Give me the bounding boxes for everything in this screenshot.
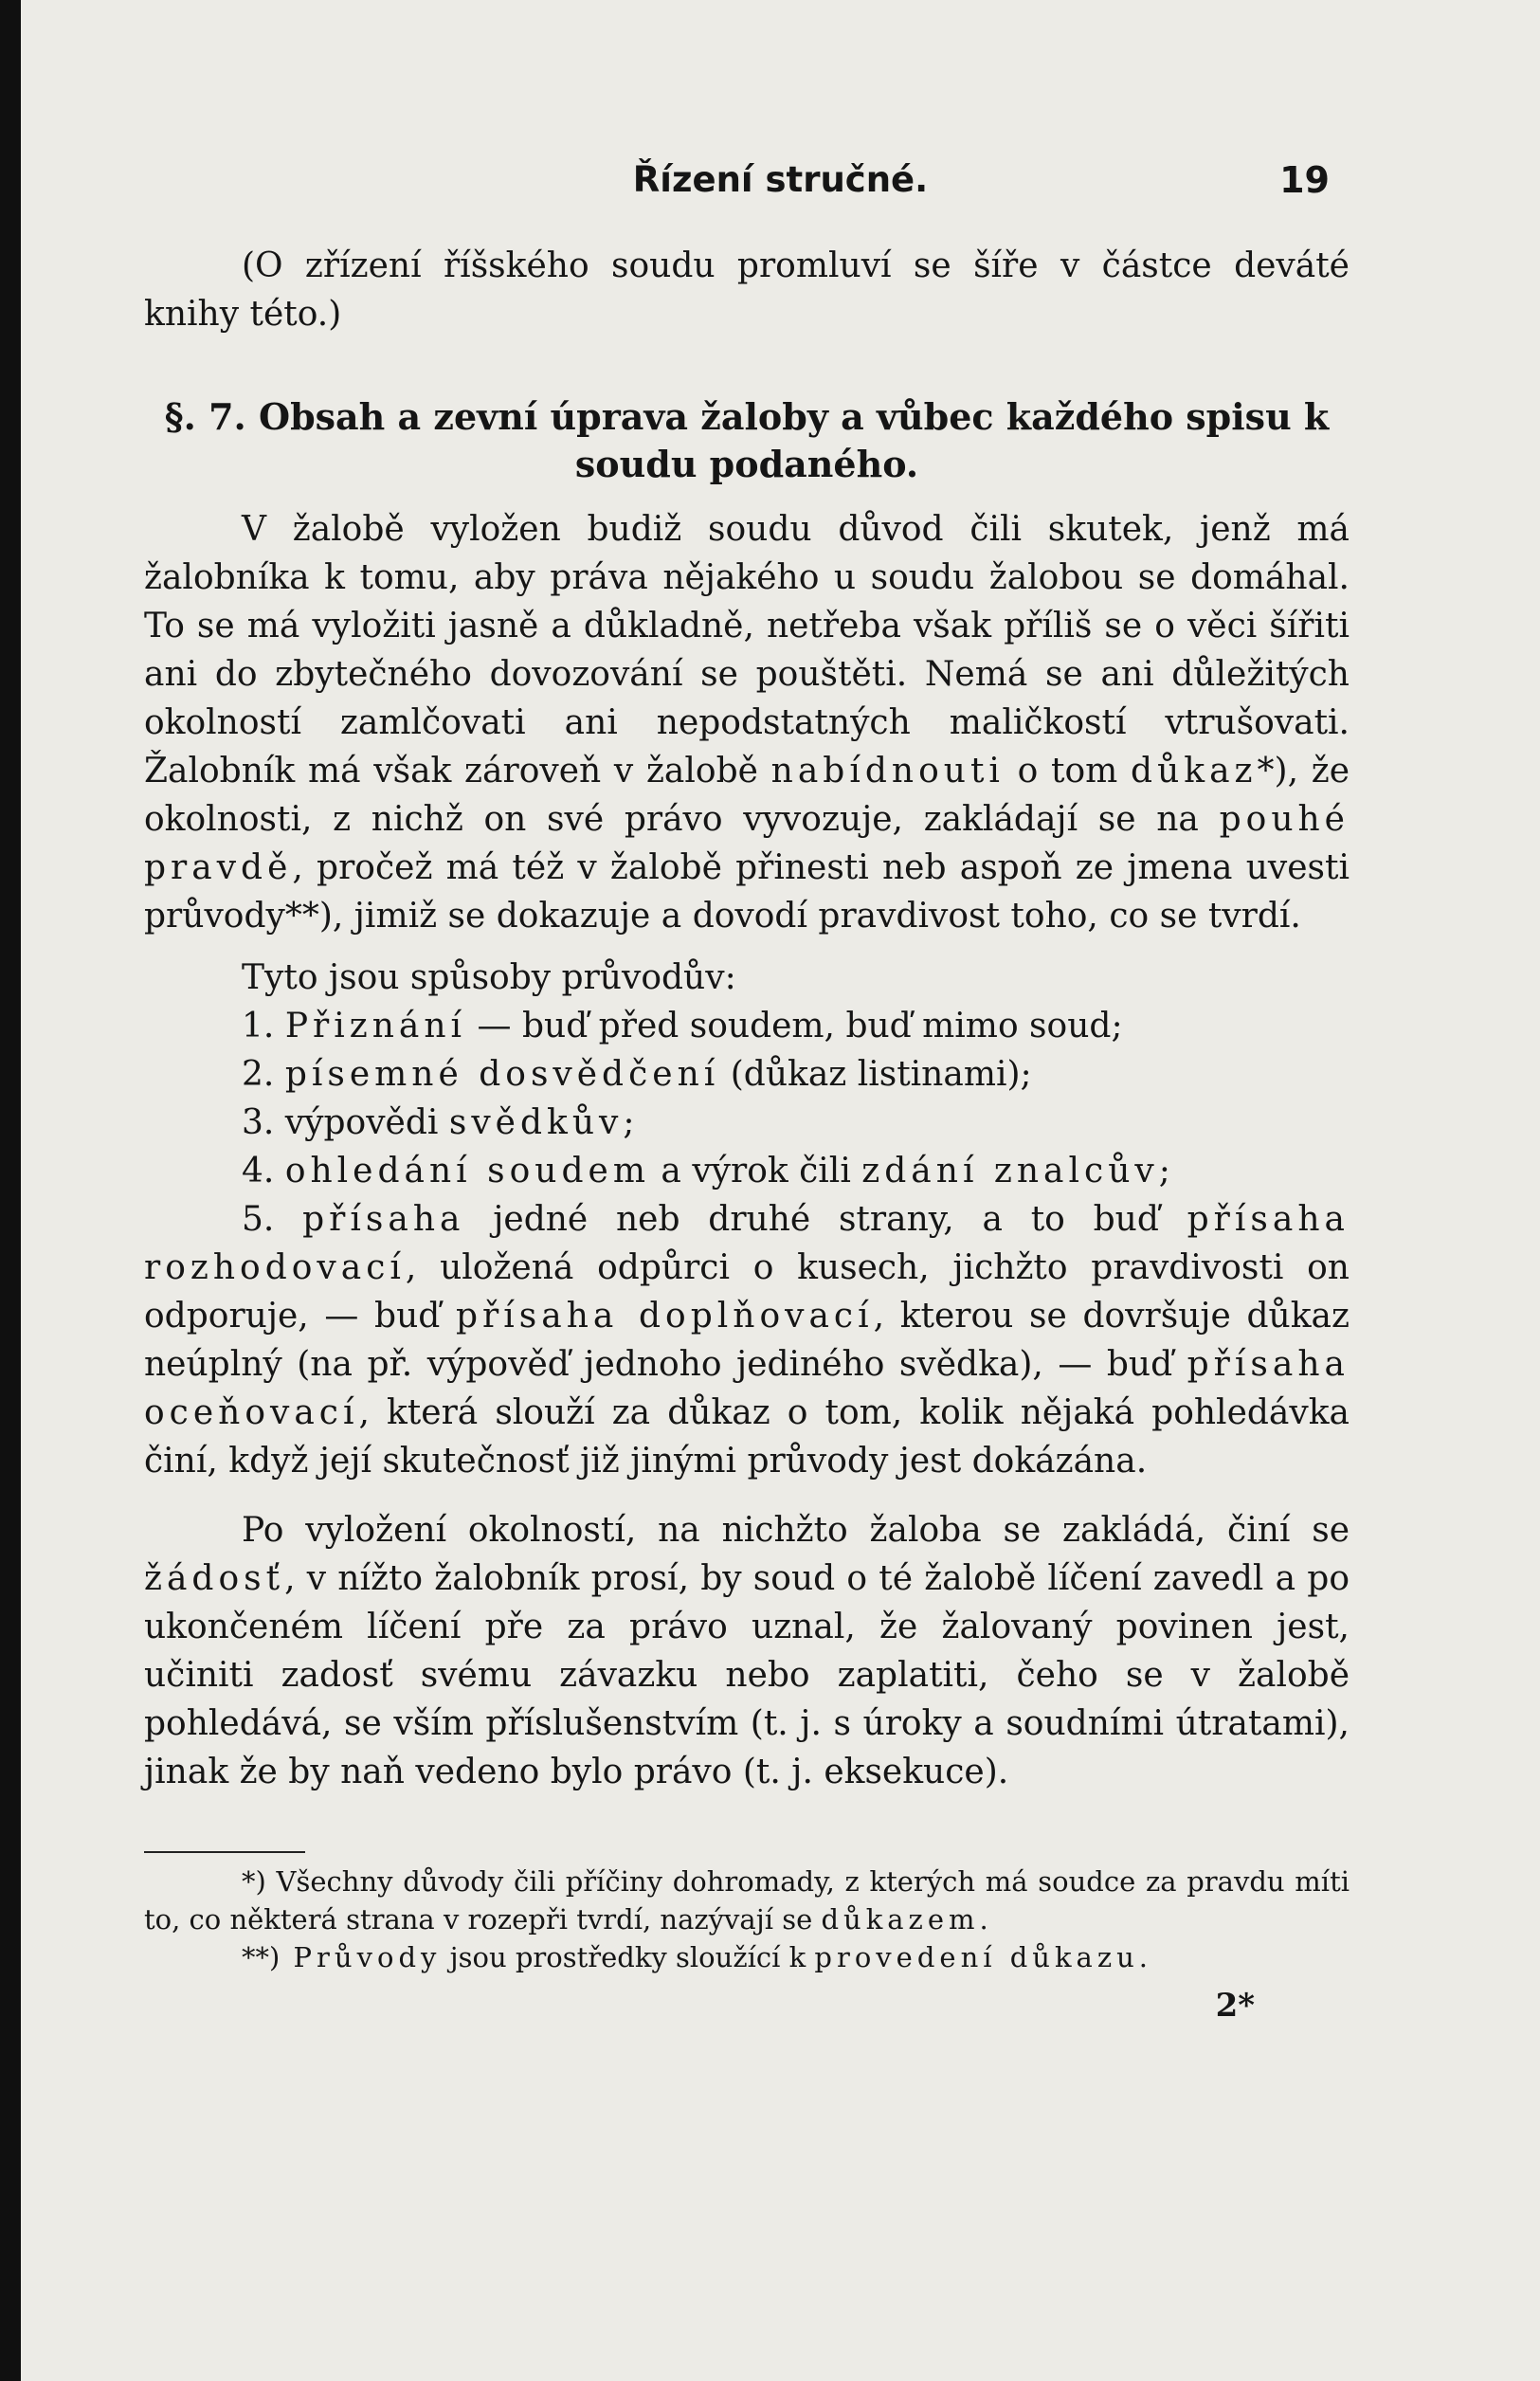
spaced-term: žádosť (144, 1559, 285, 1598)
spaced-term: přísaha doplňovací (455, 1297, 874, 1336)
spaced-term: přísaha (302, 1200, 465, 1239)
footnote-mark: **) (242, 1941, 281, 1973)
text-run: ; (623, 1103, 635, 1142)
spaced-term: přísaha rozhodovací (144, 1200, 1350, 1287)
text-run: Po vyložení okolností, na nichžto žaloba se zakládá, činí se (242, 1511, 1350, 1550)
list-item (144, 1099, 1350, 1147)
footnote-mark: *) (242, 1865, 266, 1898)
text-run: a výrok čili (649, 1152, 862, 1190)
running-head: Řízení stručné. (632, 159, 929, 200)
text-run: jsou prostředky sloužící k (441, 1941, 815, 1973)
spaced-term: Přiznání (284, 1007, 467, 1045)
text-run: . (979, 1903, 988, 1936)
spaced-term: důkaz (1131, 752, 1258, 791)
text-run: , kterou se dovršuje důkaz neúplný (na př. výpověď jednoho jediného svědka), — buď (144, 1297, 1350, 1384)
text-run: ; (1158, 1152, 1170, 1190)
text-run: , která slouží za důkaz o tom, kolik nějaká pohledávka činí, když její skutečnosť již jinými průvody jest dokázána. (144, 1393, 1350, 1481)
spaced-term: zdání znalcův (861, 1152, 1159, 1190)
list-item (144, 1050, 1350, 1099)
paragraph-request (144, 1506, 1350, 1796)
spaced-term: svědkův (448, 1103, 624, 1142)
list-item (144, 1147, 1350, 1195)
footnote-divider (144, 1851, 305, 1853)
footnote-1 (144, 1863, 1350, 1938)
text-run: — buď před soudem, buď mimo soud; (466, 1007, 1123, 1045)
intro-paragraph: (O zřízení říšského soudu promluví se šíře v částce deváté knihy této.) (144, 246, 1350, 334)
item-number: 1. (242, 1007, 275, 1045)
text-run: (důkaz listinami); (719, 1055, 1032, 1094)
spaced-term: nabídnouti (770, 752, 1005, 791)
spaced-term: Průvody (280, 1941, 442, 1973)
list-item (144, 1002, 1350, 1050)
spaced-term: přísaha oceňovací (144, 1345, 1350, 1432)
text-run: Všechny důvody čili příčiny dohromady, z kterých má soudce za pravdu míti to, co některá strana v rozepři tvrdí, nazývají se (144, 1865, 1350, 1936)
evidence-list (144, 954, 1350, 1485)
item-number: 5. (242, 1200, 275, 1239)
spaced-term: důkazem (821, 1903, 980, 1936)
spaced-term: ohledání soudem (284, 1152, 650, 1190)
list-item (144, 1195, 1350, 1485)
text-run: *), že okolnosti, z nichž on své právo vyvozuje, zakládají se na (144, 752, 1350, 839)
paragraph-statement (144, 505, 1350, 940)
item-number: 4. (242, 1152, 275, 1190)
item-number: 3. (242, 1103, 275, 1142)
text-run: , pročež má též v žalobě přinesti neb aspoň ze jmena uvesti průvody**), jimiž se dokazuje a dovodí pravdivost toho, co se tvrdí. (144, 848, 1350, 936)
page-number: 19 (1279, 159, 1330, 201)
section-heading: §. 7. Obsah a zevní úprava žaloby a vůbec každého spisu k soudu podaného. (164, 395, 1330, 485)
spaced-term: pouhé pravdě (144, 800, 1350, 887)
spaced-term: provedení důkazu (814, 1941, 1139, 1973)
text-run: V žalobě vyložen budiž soudu důvod čili skutek, jenž má žalobníka k tomu, aby práva nějakého u soudu žalobou se domáhal. To se má vyložiti jasně a důkladně, netřeba však příliš se o věci šířiti ani do zbytečného dovozování se pouštěti. Nemá se ani důležitých okolností zamlčovati ani nepodstatných maličkostí vtrušovati. Žalobník má však zároveň v žalobě (144, 510, 1350, 791)
text-run: , uložená odpůrci o kusech, jichžto pravdivosti on odporuje, — buď (144, 1248, 1350, 1336)
text-run: o tom (1004, 752, 1132, 791)
text-run: jedné neb druhé strany, a to buď (464, 1200, 1187, 1239)
book-page (21, 0, 1540, 2381)
text-run: . (1138, 1941, 1149, 1973)
signature-mark: 2* (1215, 1987, 1255, 2025)
item-number: 2. (242, 1055, 275, 1094)
footnote-2 (144, 1938, 1350, 1976)
text-run: výpovědi (274, 1103, 449, 1142)
page-header (21, 159, 1540, 216)
list-intro: Tyto jsou spůsoby průvodův: (242, 958, 736, 997)
spaced-term: písemné dosvědčení (284, 1055, 720, 1094)
text-run: , v nížto žalobník prosí, by soud o té žalobě líčení zavedl a po ukončeném líčení pře za právo uznal, že žalovaný povinen jest, učiniti zadosť svému závazku nebo zaplatiti, čeho se v žalobě pohledává, se vším příslušenstvím (t. j. s úroky a soudními útratami), jinak že by naň vedeno bylo právo (t. j. eksekuce). (144, 1559, 1350, 1791)
body-text (144, 242, 1350, 2030)
